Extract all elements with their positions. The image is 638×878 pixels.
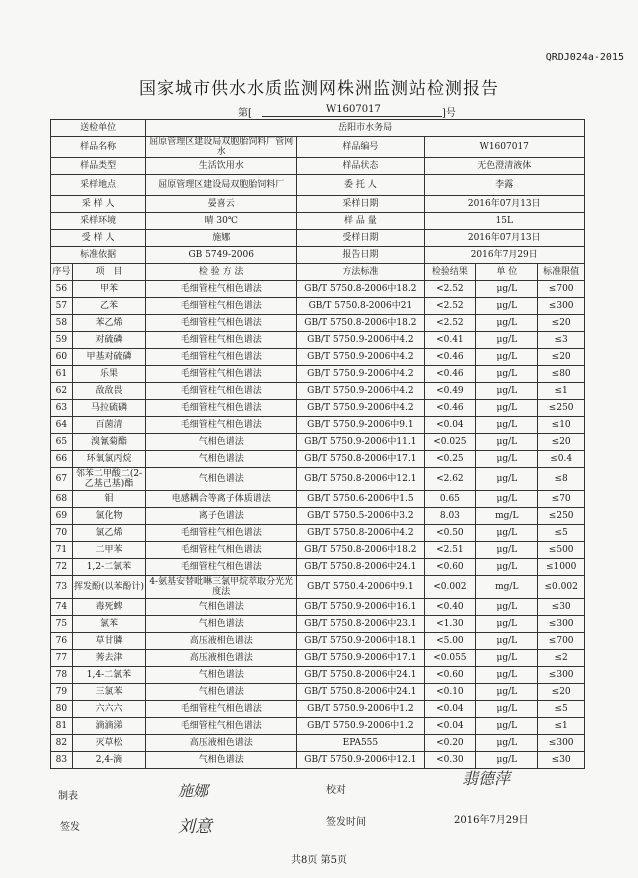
- row-item: 甲苯: [72, 281, 145, 298]
- issue-time-value: 2016年7月29日: [454, 815, 529, 826]
- table-row: [51, 701, 585, 718]
- row-method-std: GB/T 5750.8-2006中24.1: [297, 559, 424, 576]
- header-item: 项 目: [72, 264, 145, 281]
- row-limit: ≤20: [538, 315, 585, 332]
- row-method: 4-氨基安替吡啉三氯甲烷萃取分光光度法: [146, 576, 297, 599]
- header-method: 检 验 方 法: [146, 264, 297, 281]
- row-method-std: GB/T 5750.9-2006中4.2: [297, 400, 424, 417]
- report-title: 国家城市供水水质监测网株洲监测站检测报告: [139, 79, 499, 99]
- row-no: 73: [51, 576, 73, 599]
- row-method: 气相色谱法: [146, 599, 297, 616]
- row-method-std: GB/T 5750.8-2006中18.2: [297, 281, 424, 298]
- info-row: [51, 120, 585, 137]
- row-method: 气相色谱法: [146, 468, 297, 491]
- info-row: [51, 213, 585, 230]
- qty-label: 样 品 量: [297, 213, 424, 230]
- row-method-std: GB/T 5750.9-2006中18.1: [297, 633, 424, 650]
- row-no: 80: [51, 701, 73, 718]
- report-no-underline: [262, 116, 442, 117]
- row-item: 邻苯二甲酸二(2-乙基己基)酯: [72, 468, 145, 491]
- row-no: 65: [51, 434, 73, 451]
- row-method: 毛细管柱气相色谱法: [146, 542, 297, 559]
- row-result: <0.46: [424, 366, 476, 383]
- row-result: <2.52: [424, 315, 476, 332]
- info-row: [51, 137, 585, 158]
- info-row: [51, 230, 585, 247]
- row-result: 8.03: [424, 508, 476, 525]
- row-method: 高压液相色谱法: [146, 633, 297, 650]
- row-method-std: GB/T 5750.8-2006中21: [297, 298, 424, 315]
- row-unit: μg/L: [476, 434, 538, 451]
- table-row: [51, 400, 585, 417]
- table-row: [51, 542, 585, 559]
- row-limit: ≤700: [538, 281, 585, 298]
- row-item: 1,4-二氯苯: [72, 667, 145, 684]
- row-method-std: GB/T 5750.5-2006中3.2: [297, 508, 424, 525]
- table-row: [51, 349, 585, 366]
- row-method: 毛细管柱气相色谱法: [146, 718, 297, 735]
- row-limit: ≤250: [538, 400, 585, 417]
- row-limit: ≤8: [538, 468, 585, 491]
- row-no: 75: [51, 616, 73, 633]
- row-limit: ≤20: [538, 684, 585, 701]
- row-item: 乐果: [72, 366, 145, 383]
- table-row: [51, 735, 585, 752]
- row-method-std: GB/T 5750.8-2006中24.1: [297, 667, 424, 684]
- row-item: 挥发酚(以苯酚计): [72, 576, 145, 599]
- table-row: [51, 298, 585, 315]
- row-limit: ≤1: [538, 383, 585, 400]
- row-unit: μg/L: [476, 599, 538, 616]
- row-method-std: GB/T 5750.9-2006中9.1: [297, 417, 424, 434]
- row-no: 57: [51, 298, 73, 315]
- row-method: 高压液相色谱法: [146, 735, 297, 752]
- row-method: 毛细管柱气相色谱法: [146, 400, 297, 417]
- row-no: 69: [51, 508, 73, 525]
- sample-no-label: 样品编号: [297, 137, 424, 158]
- env-label: 采样环境: [51, 213, 146, 230]
- row-method: 气相色谱法: [146, 451, 297, 468]
- row-no: 68: [51, 491, 73, 508]
- row-limit: ≤20: [538, 349, 585, 366]
- checked-signature: 翡德萍: [462, 769, 511, 788]
- row-limit: ≤0.002: [538, 576, 585, 599]
- row-limit: ≤30: [538, 752, 585, 769]
- row-method-std: GB/T 5750.8-2006中4.2: [297, 525, 424, 542]
- row-result: <0.04: [424, 701, 476, 718]
- row-item: 氯苯: [72, 616, 145, 633]
- row-unit: μg/L: [476, 332, 538, 349]
- sample-name-label: 样品名称: [51, 137, 146, 158]
- row-method: 毛细管柱气相色谱法: [146, 701, 297, 718]
- report-no-suffix: ]号: [442, 108, 456, 119]
- row-no: 82: [51, 735, 73, 752]
- table-row: [51, 383, 585, 400]
- row-method: 气相色谱法: [146, 752, 297, 769]
- row-no: 64: [51, 417, 73, 434]
- header-limit: 标准限值: [538, 264, 585, 281]
- row-method: 毛细管柱气相色谱法: [146, 315, 297, 332]
- row-limit: ≤30: [538, 599, 585, 616]
- row-method-std: GB/T 5750.4-2006中9.1: [297, 576, 424, 599]
- prepared-label: 制表: [58, 791, 78, 802]
- info-row: [51, 196, 585, 213]
- row-method-std: GB/T 5750.9-2006中12.1: [297, 752, 424, 769]
- row-method-std: GB/T 5750.9-2006中4.2: [297, 332, 424, 349]
- row-item: 毒死蜱: [72, 599, 145, 616]
- table-row: [51, 616, 585, 633]
- row-item: 敌敌畏: [72, 383, 145, 400]
- row-method: 毛细管柱气相色谱法: [146, 559, 297, 576]
- row-method-std: GB/T 5750.6-2006中1.5: [297, 491, 424, 508]
- row-item: 氯化物: [72, 508, 145, 525]
- row-item: 苯乙烯: [72, 315, 145, 332]
- row-item: 1,2-二氯苯: [72, 559, 145, 576]
- row-result: <0.41: [424, 332, 476, 349]
- row-no: 66: [51, 451, 73, 468]
- table-row: [51, 525, 585, 542]
- row-item: 三氯苯: [72, 684, 145, 701]
- row-method-std: GB/T 5750.8-2006中17.1: [297, 451, 424, 468]
- row-result: <2.51: [424, 542, 476, 559]
- row-unit: μg/L: [476, 667, 538, 684]
- sample-no-value: W1607017: [424, 137, 584, 158]
- row-method: 电感耦合等离子体质谱法: [146, 491, 297, 508]
- row-no: 62: [51, 383, 73, 400]
- site-value: 屈原管理区建设局双胞胎饲料厂: [146, 175, 297, 196]
- row-item: 二甲苯: [72, 542, 145, 559]
- report-no-prefix: 第[: [238, 108, 252, 119]
- row-no: 60: [51, 349, 73, 366]
- client-unit-label: 送检单位: [51, 120, 146, 137]
- report-table: [50, 119, 585, 769]
- row-item: 甲基对硫磷: [72, 349, 145, 366]
- table-row: [51, 315, 585, 332]
- row-method: 毛细管柱气相色谱法: [146, 417, 297, 434]
- row-no: 81: [51, 718, 73, 735]
- approved-label: 签发: [60, 822, 80, 833]
- sample-state-label: 样品状态: [297, 158, 424, 175]
- row-result: <2.62: [424, 468, 476, 491]
- row-result: <2.52: [424, 281, 476, 298]
- table-row: [51, 332, 585, 349]
- row-unit: μg/L: [476, 468, 538, 491]
- info-row: [51, 158, 585, 175]
- row-no: 72: [51, 559, 73, 576]
- row-no: 58: [51, 315, 73, 332]
- entrust-label: 委 托 人: [297, 175, 424, 196]
- row-result: <0.055: [424, 650, 476, 667]
- info-section: [51, 120, 585, 281]
- row-method: 毛细管柱气相色谱法: [146, 366, 297, 383]
- row-method: 高压液相色谱法: [146, 650, 297, 667]
- row-limit: ≤2: [538, 650, 585, 667]
- row-unit: μg/L: [476, 417, 538, 434]
- receiver-value: 施娜: [146, 230, 297, 247]
- report-date-label: 报告日期: [297, 247, 424, 264]
- doc-code: QRDJ024a-2015: [545, 52, 624, 63]
- row-limit: ≤70: [538, 491, 585, 508]
- row-method: 离子色谱法: [146, 508, 297, 525]
- row-method-std: GB/T 5750.9-2006中4.2: [297, 366, 424, 383]
- report-date-value: 2016年7月29日: [424, 247, 584, 264]
- row-item: 2,4-滴: [72, 752, 145, 769]
- row-no: 70: [51, 525, 73, 542]
- row-method: 气相色谱法: [146, 667, 297, 684]
- row-item: 氯乙烯: [72, 525, 145, 542]
- row-item: 马拉硫磷: [72, 400, 145, 417]
- row-no: 67: [51, 468, 73, 491]
- row-method-std: GB/T 5750.9-2006中4.2: [297, 349, 424, 366]
- sample-date-value: 2016年07月13日: [424, 196, 584, 213]
- header-no: 序号: [51, 264, 73, 281]
- table-row: [51, 633, 585, 650]
- std-label: 标准依据: [51, 247, 146, 264]
- row-item: 百菌清: [72, 417, 145, 434]
- row-result: 0.65: [424, 491, 476, 508]
- row-result: <0.40: [424, 599, 476, 616]
- row-no: 74: [51, 599, 73, 616]
- sampler-value: 晏喜云: [146, 196, 297, 213]
- row-limit: ≤300: [538, 616, 585, 633]
- row-no: 83: [51, 752, 73, 769]
- row-no: 78: [51, 667, 73, 684]
- row-method-std: GB/T 5750.8-2006中24.1: [297, 684, 424, 701]
- row-limit: ≤20: [538, 434, 585, 451]
- row-method-std: GB/T 5750.9-2006中1.2: [297, 718, 424, 735]
- row-item: 乙苯: [72, 298, 145, 315]
- row-unit: μg/L: [476, 735, 538, 752]
- row-unit: μg/L: [476, 366, 538, 383]
- row-unit: μg/L: [476, 542, 538, 559]
- row-item: 滴滴涕: [72, 718, 145, 735]
- row-limit: ≤0.4: [538, 451, 585, 468]
- row-method-std: GB/T 5750.9-2006中16.1: [297, 599, 424, 616]
- table-row: [51, 468, 585, 491]
- row-unit: μg/L: [476, 684, 538, 701]
- table-row: [51, 599, 585, 616]
- row-unit: μg/L: [476, 633, 538, 650]
- row-no: 61: [51, 366, 73, 383]
- row-result: <2.52: [424, 298, 476, 315]
- row-no: 71: [51, 542, 73, 559]
- row-unit: μg/L: [476, 349, 538, 366]
- approved-signature: 刘意: [178, 817, 212, 837]
- table-row: [51, 417, 585, 434]
- row-method: 气相色谱法: [146, 434, 297, 451]
- row-unit: μg/L: [476, 525, 538, 542]
- row-no: 77: [51, 650, 73, 667]
- table-row: [51, 650, 585, 667]
- header-result: 检验结果: [424, 264, 476, 281]
- row-result: <0.46: [424, 349, 476, 366]
- entrust-value: 李露: [424, 175, 584, 196]
- row-method-std: GB/T 5750.9-2006中17.1: [297, 650, 424, 667]
- row-unit: μg/L: [476, 383, 538, 400]
- row-unit: μg/L: [476, 718, 538, 735]
- table-row: [51, 576, 585, 599]
- row-result: <0.60: [424, 667, 476, 684]
- std-value: GB 5749-2006: [146, 247, 297, 264]
- table-row: [51, 684, 585, 701]
- row-no: 59: [51, 332, 73, 349]
- header-unit: 单 位: [476, 264, 538, 281]
- env-value: 晴 30℃: [146, 213, 297, 230]
- row-unit: mg/L: [476, 508, 538, 525]
- row-method: 毛细管柱气相色谱法: [146, 332, 297, 349]
- row-result: <0.46: [424, 400, 476, 417]
- row-item: 六六六: [72, 701, 145, 718]
- row-result: <0.002: [424, 576, 476, 599]
- table-row: [51, 491, 585, 508]
- row-method-std: GB/T 5750.8-2006中18.2: [297, 315, 424, 332]
- row-item: 钼: [72, 491, 145, 508]
- row-limit: ≤250: [538, 508, 585, 525]
- row-method-std: GB/T 5750.8-2006中23.1: [297, 616, 424, 633]
- sample-type-label: 样品类型: [51, 158, 146, 175]
- report-no-value: W1607017: [326, 104, 381, 115]
- row-limit: ≤700: [538, 633, 585, 650]
- row-limit: ≤300: [538, 735, 585, 752]
- row-limit: ≤500: [538, 542, 585, 559]
- row-unit: μg/L: [476, 616, 538, 633]
- row-unit: μg/L: [476, 281, 538, 298]
- row-unit: μg/L: [476, 752, 538, 769]
- row-unit: mg/L: [476, 576, 538, 599]
- row-result: <0.20: [424, 735, 476, 752]
- page-footer: 共8页 第5页: [291, 855, 347, 866]
- table-row: [51, 559, 585, 576]
- sample-date-label: 采样日期: [297, 196, 424, 213]
- row-limit: ≤5: [538, 525, 585, 542]
- row-result: <0.04: [424, 417, 476, 434]
- row-unit: μg/L: [476, 400, 538, 417]
- info-row: [51, 175, 585, 196]
- row-method-std: GB/T 5750.9-2006中4.2: [297, 383, 424, 400]
- recv-date-value: 2016年07月13日: [424, 230, 584, 247]
- row-method: 毛细管柱气相色谱法: [146, 298, 297, 315]
- receiver-label: 受 样 人: [51, 230, 146, 247]
- row-method: 毛细管柱气相色谱法: [146, 281, 297, 298]
- row-limit: ≤5: [538, 701, 585, 718]
- sample-type-value: 生活饮用水: [146, 158, 297, 175]
- table-row: [51, 508, 585, 525]
- row-result: <0.25: [424, 451, 476, 468]
- row-item: 灭草松: [72, 735, 145, 752]
- row-method-std: EPA555: [297, 735, 424, 752]
- table-header-row: [51, 264, 585, 281]
- table-row: [51, 667, 585, 684]
- row-method-std: GB/T 5750.9-2006中11.1: [297, 434, 424, 451]
- row-unit: μg/L: [476, 491, 538, 508]
- row-method: 气相色谱法: [146, 684, 297, 701]
- row-result: <0.30: [424, 752, 476, 769]
- row-result: <5.00: [424, 633, 476, 650]
- table-row: [51, 451, 585, 468]
- client-unit-value: 岳阳市水务局: [146, 120, 585, 137]
- qty-value: 15L: [424, 213, 584, 230]
- row-method-std: GB/T 5750.9-2006中1.2: [297, 701, 424, 718]
- row-limit: ≤80: [538, 366, 585, 383]
- table-row: [51, 366, 585, 383]
- info-row: [51, 247, 585, 264]
- row-method: 毛细管柱气相色谱法: [146, 349, 297, 366]
- row-result: <0.10: [424, 684, 476, 701]
- row-limit: ≤10: [538, 417, 585, 434]
- row-unit: μg/L: [476, 451, 538, 468]
- row-method: 毛细管柱气相色谱法: [146, 525, 297, 542]
- row-limit: ≤1000: [538, 559, 585, 576]
- row-item: 草甘膦: [72, 633, 145, 650]
- results-section: [51, 281, 585, 769]
- prepared-signature: 施娜: [178, 782, 209, 800]
- row-method: 毛细管柱气相色谱法: [146, 383, 297, 400]
- row-result: <0.60: [424, 559, 476, 576]
- row-limit: ≤1: [538, 718, 585, 735]
- row-method: 气相色谱法: [146, 616, 297, 633]
- row-unit: μg/L: [476, 298, 538, 315]
- row-no: 79: [51, 684, 73, 701]
- row-result: <1.30: [424, 616, 476, 633]
- row-result: <0.025: [424, 434, 476, 451]
- sampler-label: 采 样 人: [51, 196, 146, 213]
- row-item: 环氧氯丙烷: [72, 451, 145, 468]
- row-no: 56: [51, 281, 73, 298]
- row-unit: μg/L: [476, 650, 538, 667]
- row-item: 溴氰菊酯: [72, 434, 145, 451]
- site-label: 采样地点: [51, 175, 146, 196]
- table-row: [51, 281, 585, 298]
- sample-state-value: 无色澄清液体: [424, 158, 584, 175]
- row-no: 76: [51, 633, 73, 650]
- row-result: <0.04: [424, 718, 476, 735]
- row-method-std: GB/T 5750.8-2006中18.2: [297, 542, 424, 559]
- row-limit: ≤300: [538, 667, 585, 684]
- row-method-std: GB/T 5750.8-2006中12.1: [297, 468, 424, 491]
- header-method-std: 方法标准: [297, 264, 424, 281]
- sample-name-value: 屈原管理区建设局双胞胎饲料厂管网水: [146, 137, 297, 158]
- row-result: <0.50: [424, 525, 476, 542]
- row-item: 对硫磷: [72, 332, 145, 349]
- row-item: 莠去津: [72, 650, 145, 667]
- table-row: [51, 718, 585, 735]
- row-limit: ≤3: [538, 332, 585, 349]
- row-unit: μg/L: [476, 701, 538, 718]
- issue-time-label: 签发时间: [326, 817, 366, 828]
- row-unit: μg/L: [476, 315, 538, 332]
- recv-date-label: 受样日期: [297, 230, 424, 247]
- row-result: <0.49: [424, 383, 476, 400]
- table-row: [51, 434, 585, 451]
- row-no: 63: [51, 400, 73, 417]
- row-limit: ≤300: [538, 298, 585, 315]
- row-unit: μg/L: [476, 559, 538, 576]
- checked-label: 校对: [326, 785, 346, 796]
